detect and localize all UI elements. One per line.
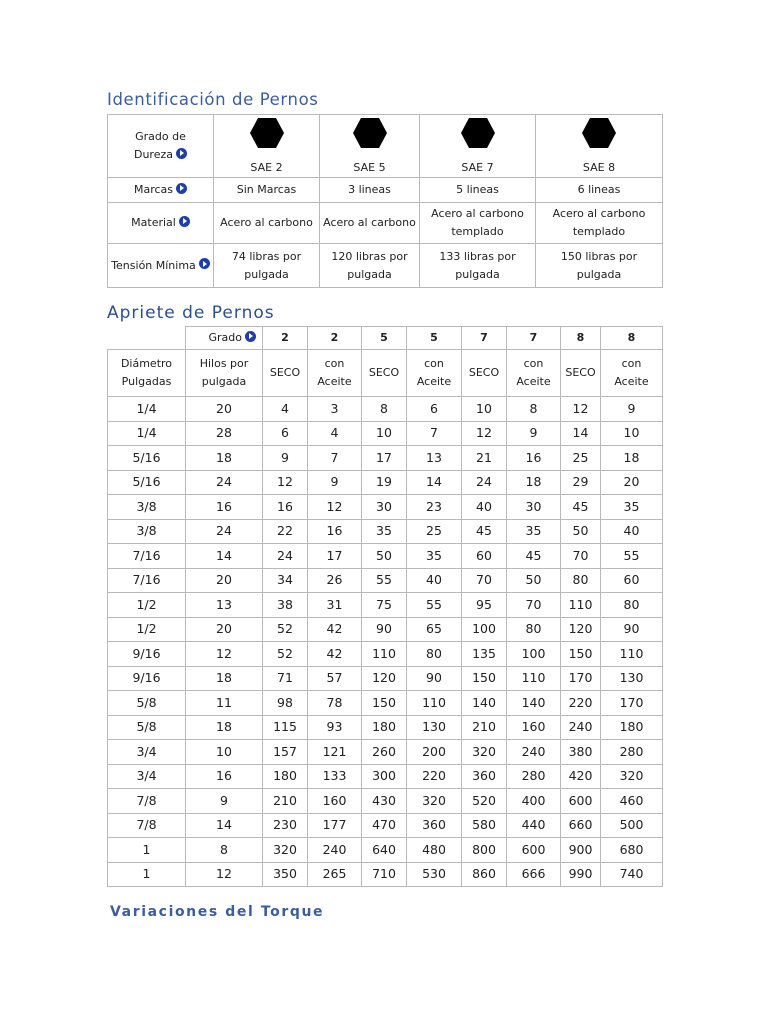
torque-cell: 800 [462,838,507,863]
torque-cell: 9 [601,397,663,422]
torque-cell: 121 [308,740,362,765]
torque-cell: 110 [362,642,407,667]
torque-cell: 21 [462,446,507,471]
torque-cell: 100 [462,617,507,642]
torque-cell: 220 [561,691,601,716]
torque-cell: 20 [601,470,663,495]
table-row [108,617,663,642]
torque-cell: 4 [308,421,362,446]
torque-cell: 360 [462,764,507,789]
torque-cell: 9 [308,470,362,495]
torque-cell: 140 [507,691,561,716]
torque-cell: 18 [507,470,561,495]
table-row [108,691,663,716]
torque-cell: 110 [507,666,561,691]
torque-cell: 57 [308,666,362,691]
torque-cell: 320 [407,789,462,814]
diameter-header: Diámetro Pulgadas [108,350,186,397]
torque-cell: 42 [308,617,362,642]
torque-cell: 9 [507,421,561,446]
grade-name: SAE 7 [461,161,494,174]
grade-name: SAE 5 [353,161,386,174]
threads-cell: 12 [186,642,263,667]
grade-header: 8 [561,327,601,350]
torque-cell: 80 [561,568,601,593]
torque-cell: 640 [362,838,407,863]
marks-row [108,178,663,203]
torque-cell: 740 [601,862,663,887]
torque-cell: 55 [362,568,407,593]
torque-cell: 10 [362,421,407,446]
grade-cell [320,115,420,178]
material-cell: Acero al carbono [214,203,320,244]
threads-cell: 13 [186,593,263,618]
torque-cell: 70 [462,568,507,593]
torque-cell: 115 [263,715,308,740]
torque-table [107,326,663,887]
torque-cell: 530 [407,862,462,887]
threads-cell: 20 [186,397,263,422]
torque-cell: 90 [362,617,407,642]
marks-label: Marcas [133,183,174,196]
torque-cell: 666 [507,862,561,887]
torque-cell: 35 [507,519,561,544]
grade-header: 8 [601,327,663,350]
torque-cell: 150 [462,666,507,691]
table-row [108,421,663,446]
torque-cell: 90 [601,617,663,642]
torque-cell: 180 [362,715,407,740]
table-row [108,838,663,863]
torque-cell: 240 [308,838,362,863]
marks-cell: 5 lineas [420,178,536,203]
torque-cell: 40 [601,519,663,544]
torque-cell: 710 [362,862,407,887]
tension-row [108,244,663,288]
torque-cell: 210 [263,789,308,814]
torque-cell: 120 [362,666,407,691]
torque-cell: 25 [561,446,601,471]
torque-cell: 170 [601,691,663,716]
grado-label-cell [186,327,263,350]
heading-variaciones: Variaciones del Torque [110,904,325,920]
torque-cell: 55 [601,544,663,569]
grade-header: 5 [407,327,462,350]
table-row [108,568,663,593]
heading-apriete: Apriete de Pernos [107,303,275,323]
threads-cell: 9 [186,789,263,814]
torque-cell: 12 [263,470,308,495]
diameter-cell: 7/8 [108,813,186,838]
table-row [108,862,663,887]
threads-cell: 24 [186,519,263,544]
torque-cell: 230 [263,813,308,838]
threads-cell: 18 [186,666,263,691]
torque-cell: 38 [263,593,308,618]
torque-cell: 600 [561,789,601,814]
torque-cell: 135 [462,642,507,667]
torque-cell: 110 [407,691,462,716]
torque-cell: 55 [407,593,462,618]
torque-cell: 430 [362,789,407,814]
material-label-cell [108,203,214,244]
torque-cell: 350 [263,862,308,887]
torque-cell: 160 [507,715,561,740]
torque-cell: 80 [407,642,462,667]
torque-cell: 65 [407,617,462,642]
threads-cell: 18 [186,446,263,471]
diameter-cell: 5/8 [108,715,186,740]
condition-header: con Aceite [507,350,561,397]
condition-header: SECO [462,350,507,397]
threads-header: Hilos por pulgada [186,350,263,397]
torque-cell: 93 [308,715,362,740]
torque-cell: 40 [407,568,462,593]
marks-label-cell [108,178,214,203]
torque-cell: 177 [308,813,362,838]
torque-cell: 60 [462,544,507,569]
torque-cell: 140 [462,691,507,716]
torque-cell: 42 [308,642,362,667]
torque-cell: 14 [561,421,601,446]
torque-cell: 16 [308,519,362,544]
info-arrow-icon[interactable] [179,216,190,227]
table-row [108,397,663,422]
grade-row [108,115,663,178]
condition-header: con Aceite [407,350,462,397]
torque-cell: 280 [507,764,561,789]
torque-cell: 120 [561,617,601,642]
torque-cell: 17 [362,446,407,471]
torque-cell: 320 [263,838,308,863]
torque-cell: 12 [462,421,507,446]
torque-cell: 70 [561,544,601,569]
diameter-cell: 1/4 [108,421,186,446]
torque-cell: 26 [308,568,362,593]
torque-cell: 52 [263,642,308,667]
torque-cell: 460 [601,789,663,814]
torque-cell: 18 [601,446,663,471]
diameter-cell: 3/8 [108,519,186,544]
torque-cell: 480 [407,838,462,863]
grade-header-row [108,327,663,350]
torque-cell: 170 [561,666,601,691]
torque-cell: 320 [601,764,663,789]
torque-cell: 320 [462,740,507,765]
torque-cell: 16 [507,446,561,471]
heading-identificacion: Identificación de Pernos [107,90,319,109]
torque-cell: 16 [263,495,308,520]
threads-cell: 10 [186,740,263,765]
torque-cell: 23 [407,495,462,520]
table-row [108,495,663,520]
torque-cell: 25 [407,519,462,544]
torque-cell: 71 [263,666,308,691]
torque-cell: 60 [601,568,663,593]
grade-header: 2 [308,327,362,350]
torque-cell: 29 [561,470,601,495]
torque-cell: 35 [407,544,462,569]
torque-cell: 420 [561,764,601,789]
torque-cell: 280 [601,740,663,765]
grade-cell [214,115,320,178]
torque-cell: 70 [507,593,561,618]
torque-cell: 22 [263,519,308,544]
torque-cell: 8 [507,397,561,422]
torque-cell: 220 [407,764,462,789]
torque-cell: 6 [407,397,462,422]
torque-cell: 600 [507,838,561,863]
diameter-cell: 5/16 [108,470,186,495]
threads-cell: 24 [186,470,263,495]
torque-cell: 900 [561,838,601,863]
torque-cell: 470 [362,813,407,838]
material-row [108,203,663,244]
marks-cell: 6 lineas [536,178,663,203]
bolt-head-icon [249,117,285,149]
torque-cell: 500 [601,813,663,838]
table-row [108,446,663,471]
torque-cell: 24 [263,544,308,569]
identification-table [107,114,663,288]
threads-cell: 18 [186,715,263,740]
marks-cell: 3 lineas [320,178,420,203]
torque-cell: 6 [263,421,308,446]
grade-header: 7 [462,327,507,350]
torque-cell: 9 [263,446,308,471]
torque-cell: 200 [407,740,462,765]
threads-cell: 16 [186,495,263,520]
torque-cell: 360 [407,813,462,838]
torque-cell: 860 [462,862,507,887]
diameter-cell: 9/16 [108,666,186,691]
torque-cell: 45 [561,495,601,520]
torque-cell: 10 [462,397,507,422]
info-arrow-icon[interactable] [199,258,210,269]
threads-cell: 28 [186,421,263,446]
diameter-cell: 1 [108,862,186,887]
torque-cell: 580 [462,813,507,838]
diameter-cell: 3/4 [108,764,186,789]
torque-cell: 265 [308,862,362,887]
bolt-head-icon [581,117,617,149]
torque-cell: 14 [407,470,462,495]
info-arrow-icon[interactable] [176,183,187,194]
grade-cell [420,115,536,178]
grade-header: 5 [362,327,407,350]
tension-cell: 74 libras por pulgada [214,244,320,288]
threads-cell: 14 [186,544,263,569]
diameter-cell: 1 [108,838,186,863]
torque-cell: 180 [263,764,308,789]
grade-name: SAE 2 [250,161,283,174]
torque-cell: 680 [601,838,663,863]
material-cell: Acero al carbono templado [536,203,663,244]
table-row [108,764,663,789]
bolt-head-icon [352,117,388,149]
diameter-cell: 7/8 [108,789,186,814]
info-arrow-icon[interactable] [176,148,187,159]
torque-cell: 100 [507,642,561,667]
threads-cell: 20 [186,617,263,642]
torque-cell: 130 [601,666,663,691]
torque-cell: 240 [561,715,601,740]
torque-cell: 17 [308,544,362,569]
torque-cell: 12 [308,495,362,520]
torque-cell: 260 [362,740,407,765]
table-row [108,715,663,740]
torque-cell: 990 [561,862,601,887]
torque-cell: 90 [407,666,462,691]
diameter-cell: 7/16 [108,568,186,593]
torque-cell: 45 [462,519,507,544]
tension-cell: 133 libras por pulgada [420,244,536,288]
condition-header: SECO [362,350,407,397]
torque-cell: 380 [561,740,601,765]
blank-corner-cell [108,327,186,350]
table-row [108,813,663,838]
torque-cell: 440 [507,813,561,838]
grade-label-line1: Grado de [135,130,186,143]
threads-cell: 8 [186,838,263,863]
diameter-cell: 3/8 [108,495,186,520]
diameter-cell: 5/8 [108,691,186,716]
torque-cell: 660 [561,813,601,838]
threads-cell: 16 [186,764,263,789]
condition-header-row [108,350,663,397]
grade-header: 7 [507,327,561,350]
torque-cell: 34 [263,568,308,593]
info-arrow-icon[interactable] [245,331,256,342]
threads-cell: 12 [186,862,263,887]
torque-cell: 31 [308,593,362,618]
table-row [108,593,663,618]
torque-cell: 50 [507,568,561,593]
table-row [108,789,663,814]
diameter-cell: 5/16 [108,446,186,471]
torque-cell: 7 [407,421,462,446]
torque-cell: 240 [507,740,561,765]
table-row [108,470,663,495]
torque-cell: 150 [362,691,407,716]
table-row [108,519,663,544]
torque-cell: 3 [308,397,362,422]
threads-cell: 20 [186,568,263,593]
torque-cell: 157 [263,740,308,765]
torque-cell: 45 [507,544,561,569]
table-row [108,642,663,667]
diameter-cell: 3/4 [108,740,186,765]
torque-cell: 12 [561,397,601,422]
grade-cell [536,115,663,178]
torque-cell: 110 [561,593,601,618]
bolt-head-icon [460,117,496,149]
diameter-cell: 1/2 [108,617,186,642]
material-label: Material [131,216,176,229]
table-row [108,544,663,569]
torque-cell: 133 [308,764,362,789]
torque-cell: 13 [407,446,462,471]
torque-cell: 78 [308,691,362,716]
table-row [108,740,663,765]
torque-cell: 210 [462,715,507,740]
grade-label-cell [108,115,214,178]
torque-cell: 80 [601,593,663,618]
torque-cell: 19 [362,470,407,495]
condition-header: SECO [263,350,308,397]
torque-cell: 24 [462,470,507,495]
torque-cell: 95 [462,593,507,618]
threads-cell: 11 [186,691,263,716]
condition-header: con Aceite [308,350,362,397]
material-cell: Acero al carbono templado [420,203,536,244]
tension-cell: 150 libras por pulgada [536,244,663,288]
torque-cell: 180 [601,715,663,740]
torque-cell: 35 [601,495,663,520]
tension-label-cell [108,244,214,288]
marks-cell: Sin Marcas [214,178,320,203]
torque-cell: 50 [362,544,407,569]
torque-cell: 400 [507,789,561,814]
torque-cell: 160 [308,789,362,814]
diameter-cell: 1/2 [108,593,186,618]
torque-cell: 150 [561,642,601,667]
torque-cell: 8 [362,397,407,422]
material-cell: Acero al carbono [320,203,420,244]
table-row [108,666,663,691]
torque-cell: 7 [308,446,362,471]
torque-cell: 4 [263,397,308,422]
torque-cell: 35 [362,519,407,544]
threads-cell: 14 [186,813,263,838]
torque-cell: 130 [407,715,462,740]
condition-header: con Aceite [601,350,663,397]
torque-cell: 520 [462,789,507,814]
torque-cell: 10 [601,421,663,446]
diameter-cell: 1/4 [108,397,186,422]
grade-name: SAE 8 [582,161,616,174]
torque-cell: 52 [263,617,308,642]
torque-cell: 110 [601,642,663,667]
torque-cell: 98 [263,691,308,716]
torque-cell: 300 [362,764,407,789]
torque-cell: 30 [362,495,407,520]
torque-cell: 50 [561,519,601,544]
torque-cell: 75 [362,593,407,618]
torque-cell: 30 [507,495,561,520]
diameter-cell: 9/16 [108,642,186,667]
diameter-cell: 7/16 [108,544,186,569]
grado-label: Grado [208,331,242,344]
torque-cell: 40 [462,495,507,520]
torque-cell: 80 [507,617,561,642]
tension-label: Tensión Mínima [111,258,196,272]
grade-header: 2 [263,327,308,350]
condition-header: SECO [561,350,601,397]
tension-cell: 120 libras por pulgada [320,244,420,288]
grade-label-line2: Dureza [133,148,173,161]
